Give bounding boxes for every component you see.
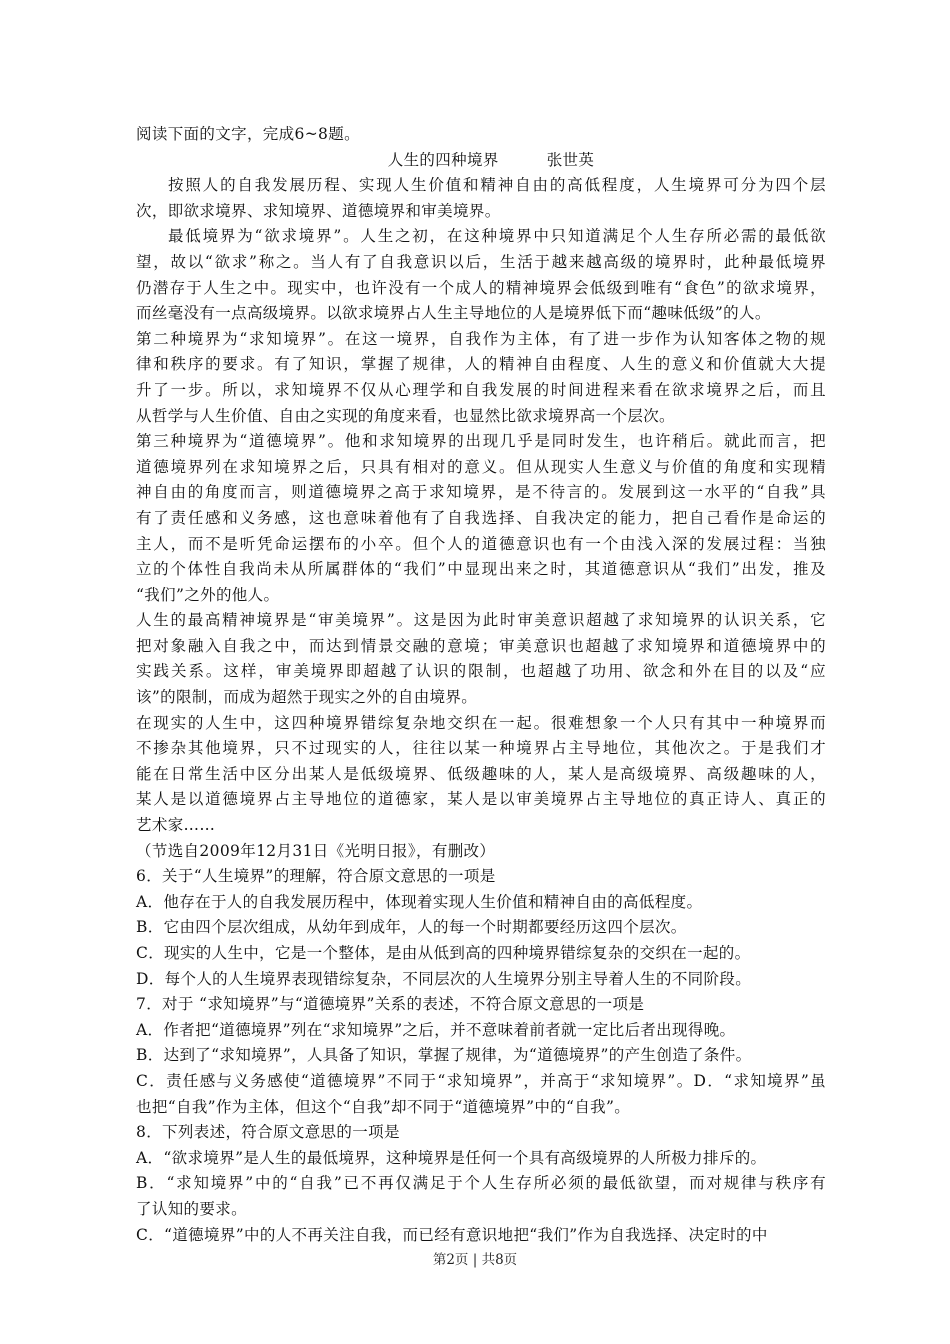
question-item: [136, 864, 826, 992]
paragraph-line: 立的个体性自我尚未从所属群体的“我们”中显现出来之时，其道德意识从“我们”出发，推及: [136, 560, 826, 579]
answer-option: C．现实的人生中，它是一个整体，是由从低到高的四种境界错综复杂的交织在一起的。: [136, 944, 751, 962]
paragraph-line: 第二种境界为“求知境界”。在这一境界，自我作为主体，有了进一步作为认知客体之物的规: [136, 329, 826, 348]
paragraph-line: 律和秩序的要求。有了知识，掌握了规律，人的精神自由程度、人生的意义和价值就大大提: [136, 355, 826, 374]
answer-option: B．“求知境界”中的“自我”已不再仅满足于个人生存所必须的最低欲望，而对规律与秩序有: [136, 1174, 826, 1193]
page-footer: 第2页 | 共8页: [432, 1252, 518, 1268]
reading-instruction: 阅读下面的文字，完成6~8题。: [136, 125, 360, 143]
answer-option: A．他存在于人的自我发展历程中，体现着实现人生价值和精神自由的高低程度。: [136, 892, 703, 911]
article-heading: [136, 148, 826, 174]
answer-option: B．达到了“求知境界”，人具备了知识，掌握了规律，为“道德境界”的产生创造了条件。: [136, 1046, 752, 1065]
paragraph-line: 能在日常生活中区分出某人是低级境界、低级趣味的人，某人是高级境界、高级趣味的人，: [136, 764, 826, 783]
paragraph-line: 某人是以道德境界占主导地位的道德家，某人是以审美境界占主导地位的真正诗人、真正的: [136, 790, 826, 809]
answer-option: D．每个人的人生境界表现错综复杂，不同层次的人生境界分别主导着人生的不同阶段。: [136, 969, 752, 988]
paragraph-line: 艺术家……: [136, 816, 216, 835]
paragraph-line: 神自由的角度而言，则道德境界之高于求知境界，是不待言的。发展到这一水平的“自我”具: [136, 483, 826, 502]
answer-option: B．它由四个层次组成，从幼年到成年，人的每一个时期都要经历这四个层次。: [136, 918, 687, 937]
article-paragraph: [136, 429, 826, 608]
paragraph-line: 按照人的自我发展历程、实现人生价值和精神自由的高低程度，人生境界可分为四个层: [168, 176, 826, 195]
paragraph-line: 从哲学与人生价值、自由之实现的角度来看，也显然比欲求境界高一个层次。: [136, 406, 675, 425]
answer-option: A．作者把“道德境界”列在“求知境界”之后，并不意味着前者就一定比后者出现得晚。: [136, 1020, 736, 1039]
question-stem: 8．下列表述，符合原文意思的一项是: [136, 1123, 400, 1142]
paragraph-line: 次，即欲求境界、求知境界、道德境界和审美境界。: [136, 201, 501, 220]
question-stem: 7．对于 “求知境界”与“道德境界”关系的表述，不符合原文意思的一项是: [136, 995, 645, 1014]
article-body: [136, 173, 826, 838]
article-paragraph: [136, 608, 826, 710]
article-paragraph: [136, 711, 826, 839]
answer-option: A．“欲求境界”是人生的最低境界，这种境界是任何一个具有高级境界的人所极力排斥的。: [136, 1148, 767, 1167]
paragraph-line: 望，故以“欲求”称之。当人有了自我意识以后，生活于越来越高级的境界时，此种最低境界: [136, 252, 826, 271]
paragraph-line: “我们”之外的他人。: [136, 585, 280, 604]
question-item: [136, 1120, 826, 1248]
paragraph-line: 而丝毫没有一点高级境界。以欲求境界占人生主导地位的人是境界低下而“趣味低级”的人。: [136, 304, 771, 323]
question-list: [136, 864, 826, 1248]
paragraph-line: 主人，而不是听凭命运摆布的小卒。但个人的道德意识也有一个由浅入深的发展过程：当独: [136, 534, 826, 553]
paragraph-line: 在现实的人生中，这四种境界错综复杂地交织在一起。很难想象一个人只有其中一种境界而: [136, 713, 826, 732]
paragraph-line: 仍潜存于人生之中。现实中，也许没有一个成人的精神境界会低级到唯有“食色”的欲求境界，: [136, 278, 826, 297]
paragraph-line: 道德境界列在求知境界之后，只具有相对的意义。但从现实人生意义与价值的角度和实现精: [136, 457, 826, 476]
paragraph-line: 人生的最高精神境界是“审美境界”。这是因为此时审美意识超越了求知境界的认识关系，它: [136, 611, 826, 630]
paragraph-line: 不掺杂其他境界，只不过现实的人，往往以某一种境界占主导地位，其他次之。于是我们才: [136, 739, 826, 758]
question-stem: 6．关于“人生境界”的理解，符合原文意思的一项是: [136, 867, 496, 886]
article-paragraph: [136, 224, 826, 326]
paragraph-line: 升了一步。所以，求知境界不仅从心理学和自我发展的时间进程来看在欲求境界之后，而且: [136, 380, 826, 399]
answer-option: 也把“自我”作为主体，但这个“自我”却不同于“道德境界”中的“自我”。: [136, 1097, 631, 1116]
answer-option: C．“道德境界”中的人不再关注自我，而已经有意识地把“我们”作为自我选择、决定时的中: [136, 1225, 768, 1244]
article-title: 人生的四种境界: [387, 150, 499, 169]
paragraph-line: 第三种境界为“道德境界”。他和求知境界的出现几乎是同时发生，也许稍后。就此而言，把: [136, 432, 826, 451]
paragraph-line: 有了责任感和义务感，这也意味着他有了自我选择、自我决定的能力，把自己看作是命运的: [136, 508, 826, 527]
article-author: 张世英: [546, 150, 595, 169]
paragraph-line: 该”的限制，而成为超然于现实之外的自由境界。: [136, 688, 478, 707]
paragraph-line: 把对象融入自我之中，而达到情景交融的意境；审美意识也超越了求知境界和道德境界中的: [136, 636, 826, 655]
answer-option: C．责任感与义务感使“道德境界”不同于“求知境界”，并高于“求知境界”。D．“求知境界”虽: [136, 1071, 826, 1090]
paragraph-line: 最低境界为“欲求境界”。人生之初，在这种境界中只知道满足个人生存所必需的最低欲: [168, 227, 826, 246]
article-paragraph: [136, 327, 826, 429]
answer-option: 了认知的要求。: [136, 1199, 247, 1218]
article-source: （节选自2009年12月31日《光明日报》，有删改）: [136, 841, 496, 860]
article-paragraph: [136, 173, 826, 224]
paragraph-line: 实践关系。这样，审美境界即超越了认识的限制，也超越了功用、欲念和外在目的以及“应: [136, 662, 826, 681]
question-item: [136, 992, 826, 1120]
page-content: [136, 122, 826, 1248]
